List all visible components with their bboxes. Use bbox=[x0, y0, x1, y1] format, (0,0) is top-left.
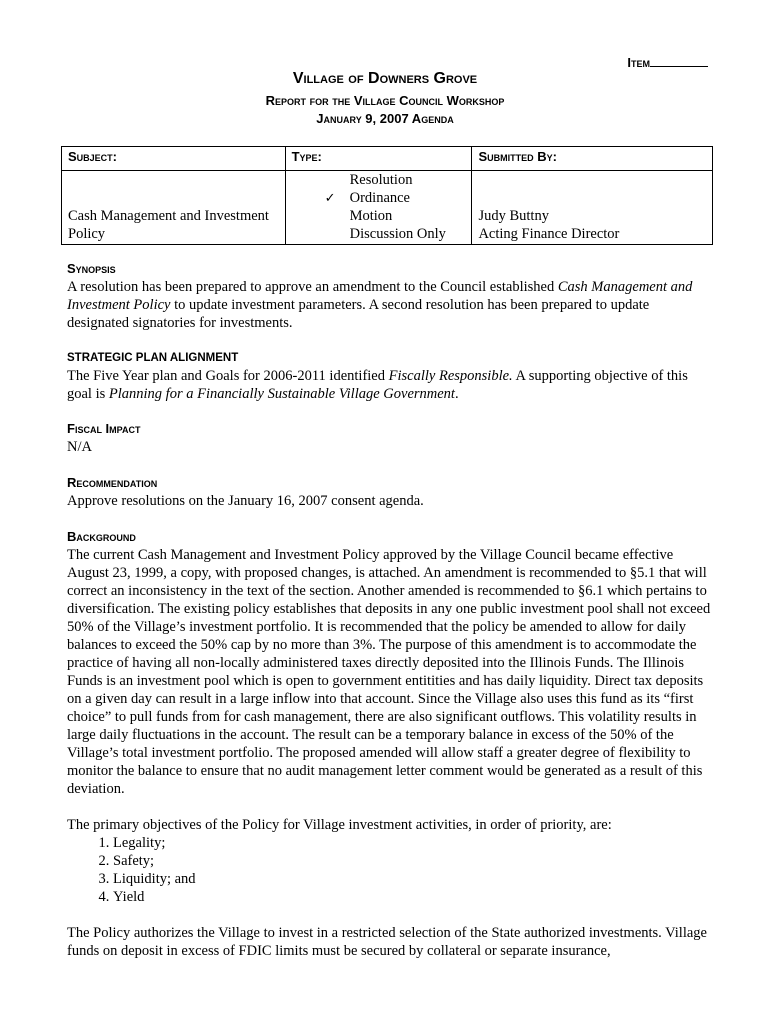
info-table-body-row bbox=[62, 171, 713, 245]
strategic-goal: Fiscally Responsible. bbox=[388, 368, 513, 384]
info-table-header-row bbox=[62, 147, 713, 171]
submitted-by-label: Submitted By: bbox=[472, 147, 713, 171]
background-paragraph-1: The current Cash Management and Investment Policy approved by the Village Council became effective August 23, 1999, a copy, with proposed changes, is attached. An amendment is recommended to §5.1 that will correct an inconsistency in the text of the section. Another amended is recommended to §6.1 which pertains to diversification. The existing policy establishes that deposits in any one public investment pool shall not exceed 50% of the Village’s investment portfolio. It is recommended that the policy be amended to allow for daily balances to exceed the 50% cap by no more than 3%. The purpose of this amendment is to accommodate the practice of having all non-locally administered taxes directly deposited into the Illinois Funds. The Illinois Funds is an investment pool which is open to government entitities and has daily liquidity. Direct tax deposits on a given day can result in a large inflow into that account. Since the Village also uses this fund as its “first choice” to pull funds from for cash management, there are also significant outflows. This volatility results in large daily fluctuations in the account. The result can be a temporary balance in excess of the 50% of the Village’s total investment portfolio. The proposed amended will allow staff a greater degree of flexibility to monitor the balance to ensure that no audit management letter comment would be generated as a result of this deviation. bbox=[67, 547, 711, 797]
strategic-section bbox=[67, 349, 712, 403]
synopsis-heading: Synopsis bbox=[67, 261, 116, 276]
background-paragraph-3: The Policy authorizes the Village to invest in a restricted selection of the State authorized investments. Village funds on deposit in excess of FDIC limits must be secured by collateral or separate insurance, bbox=[67, 925, 707, 959]
policy-name: Cash Management and Investment Policy bbox=[67, 279, 693, 313]
list-item: 4. Yield bbox=[113, 888, 712, 906]
document-title: Village of Downers Grove bbox=[292, 70, 478, 87]
type-option-ordinance: Ordinance bbox=[349, 190, 410, 206]
checkmark-icon: ✓ bbox=[324, 190, 336, 205]
info-table bbox=[61, 146, 713, 245]
type-option-ordinance-row bbox=[324, 189, 466, 207]
strategic-heading: STRATEGIC PLAN ALIGNMENT bbox=[67, 352, 239, 364]
subject-value-line1: Cash Management and Investment bbox=[68, 208, 269, 224]
fiscal-impact-text: N/A bbox=[67, 439, 92, 455]
background-heading: Background bbox=[67, 529, 136, 544]
fiscal-impact-heading: Fiscal Impact bbox=[67, 421, 141, 436]
subject-cell bbox=[62, 171, 286, 245]
recommendation-heading: Recommendation bbox=[67, 475, 158, 490]
background-section bbox=[67, 528, 712, 960]
synopsis-section bbox=[67, 260, 712, 332]
strategic-objective: Planning for a Financially Sustainable Village Government bbox=[108, 386, 455, 402]
submitted-name: Judy Buttny bbox=[478, 208, 549, 224]
strategic-text: The Five Year plan and Goals for 2006-2011 identified Fiscally Responsible. A supporting objective of this goal is Planning for a Financially Sustainable Village Government. bbox=[67, 368, 688, 402]
objectives-intro: The primary objectives of the Policy for Village investment activities, in order of priority, are: bbox=[67, 817, 612, 833]
recommendation-text: Approve resolutions on the January 16, 2007 consent agenda. bbox=[67, 493, 424, 509]
report-subtitle: Report for the Village Council Workshop bbox=[265, 93, 505, 108]
synopsis-text: A resolution has been prepared to approve an amendment to the Council established Cash Management and Investment Policy to update investment parameters. A second resolution has been prepared to update designated signatories for investments. bbox=[67, 279, 693, 331]
type-options-list bbox=[292, 171, 466, 243]
item-number-field bbox=[627, 54, 708, 71]
subject-value-line2: Policy bbox=[68, 226, 106, 242]
recommendation-section bbox=[67, 474, 712, 510]
submitted-title: Acting Finance Director bbox=[478, 226, 620, 242]
objectives-list bbox=[67, 834, 712, 906]
list-item: 3. Liquidity; and bbox=[113, 870, 712, 888]
subject-label: Subject: bbox=[62, 147, 286, 171]
item-label: Item bbox=[627, 55, 650, 70]
agenda-date: January 9, 2007 Agenda bbox=[316, 111, 454, 126]
submitted-by-cell bbox=[472, 171, 713, 245]
type-label: Type: bbox=[285, 147, 472, 171]
list-item: 1. Legality; bbox=[113, 834, 712, 852]
type-cell bbox=[285, 171, 472, 245]
fiscal-impact-section bbox=[67, 420, 712, 456]
type-option-motion: Motion bbox=[349, 208, 393, 224]
list-item: 2. Safety; bbox=[113, 852, 712, 870]
item-blank-line bbox=[650, 54, 708, 67]
type-option-discussion: Discussion Only bbox=[349, 226, 446, 242]
type-option-resolution: Resolution bbox=[349, 172, 413, 188]
